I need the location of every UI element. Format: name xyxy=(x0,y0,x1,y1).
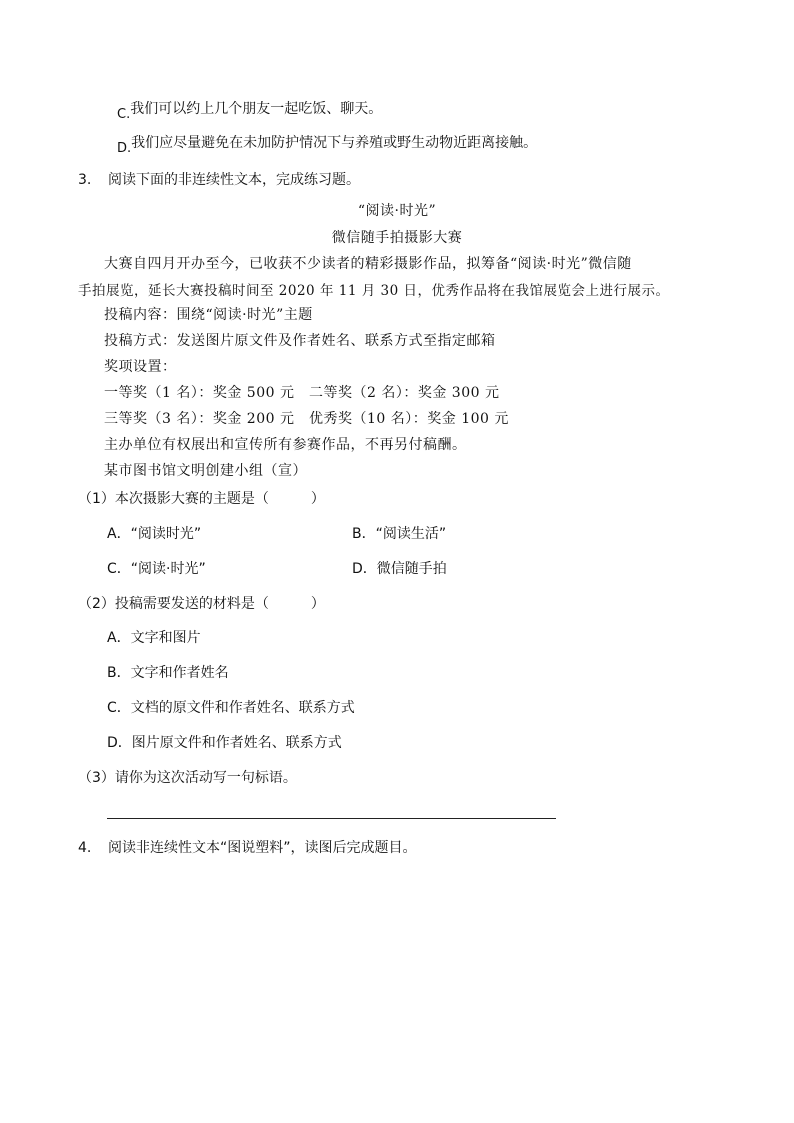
notice-awards-line-1: 一等奖（1 名）：奖金 500 元 二等奖（2 名）：奖金 300 元 xyxy=(104,385,500,401)
sub-question-3: （3）请你为这次活动写一句标语。 xyxy=(78,770,297,786)
question-4-number: 4. xyxy=(78,840,92,856)
notice-method: 投稿方式：发送图片原文件及作者姓名、联系方式至指定邮箱 xyxy=(104,333,496,349)
sub1-option-d: D．微信随手拍 xyxy=(352,561,447,577)
notice-title-2: 微信随手拍摄影大赛 xyxy=(331,230,463,246)
sub2-option-d: D．图片原文件和作者姓名、联系方式 xyxy=(107,735,342,751)
notice-rights: 主办单位有权展出和宣传所有参赛作品，不再另付稿酬。 xyxy=(104,437,467,453)
sub2-option-a: A．文字和图片 xyxy=(107,630,201,646)
answer-blank-line[interactable] xyxy=(107,818,556,819)
option-c-letter: C. xyxy=(117,107,131,122)
option-c-text: 我们可以约上几个朋友一起吃饭、聊天。 xyxy=(130,101,383,117)
sub-question-1: （1）本次摄影大赛的主题是（ ） xyxy=(78,491,325,507)
notice-awards-line-2: 三等奖（3 名）：奖金 200 元 优秀奖（10 名）：奖金 100 元 xyxy=(104,411,509,427)
question-3-number: 3. xyxy=(78,172,92,188)
option-d-text: 我们应尽量避免在未加防护情况下与养殖或野生动物近距离接触。 xyxy=(131,135,538,151)
notice-paragraph-line-2: 手拍展览，延长大赛投稿时间至 2020 年 11 月 30 日，优秀作品将在我馆展览会上进行展示。 xyxy=(78,283,670,299)
option-c xyxy=(117,100,383,122)
sub2-option-c: C．文档的原文件和作者姓名、联系方式 xyxy=(107,700,355,716)
notice-organizer: 某市图书馆文明创建小组（宣） xyxy=(104,463,307,479)
notice-awards-title: 奖项设置： xyxy=(104,359,177,375)
notice-title-1: “阅读·时光” xyxy=(357,203,437,219)
sub1-option-b: B．“阅读生活” xyxy=(352,526,447,542)
question-3-instruction: 阅读下面的非连续性文本，完成练习题。 xyxy=(108,172,360,188)
option-d-letter: D. xyxy=(117,141,132,156)
sub1-option-c: C．“阅读·时光” xyxy=(107,561,206,577)
question-4-instruction: 阅读非连续性文本“图说塑料”，读图后完成题目。 xyxy=(108,840,417,856)
option-d xyxy=(117,134,538,156)
notice-content: 投稿内容：围绕“阅读·时光”主题 xyxy=(104,307,313,323)
sub2-option-b: B．文字和作者姓名 xyxy=(107,665,229,681)
sub1-option-a: A．“阅读时光” xyxy=(107,526,202,542)
sub-question-2: （2）投稿需要发送的材料是（ ） xyxy=(78,596,325,612)
notice-paragraph-line-1: 大赛自四月开办至今，已收获不少读者的精彩摄影作品，拟筹备“阅读·时光”微信随 xyxy=(104,256,632,272)
